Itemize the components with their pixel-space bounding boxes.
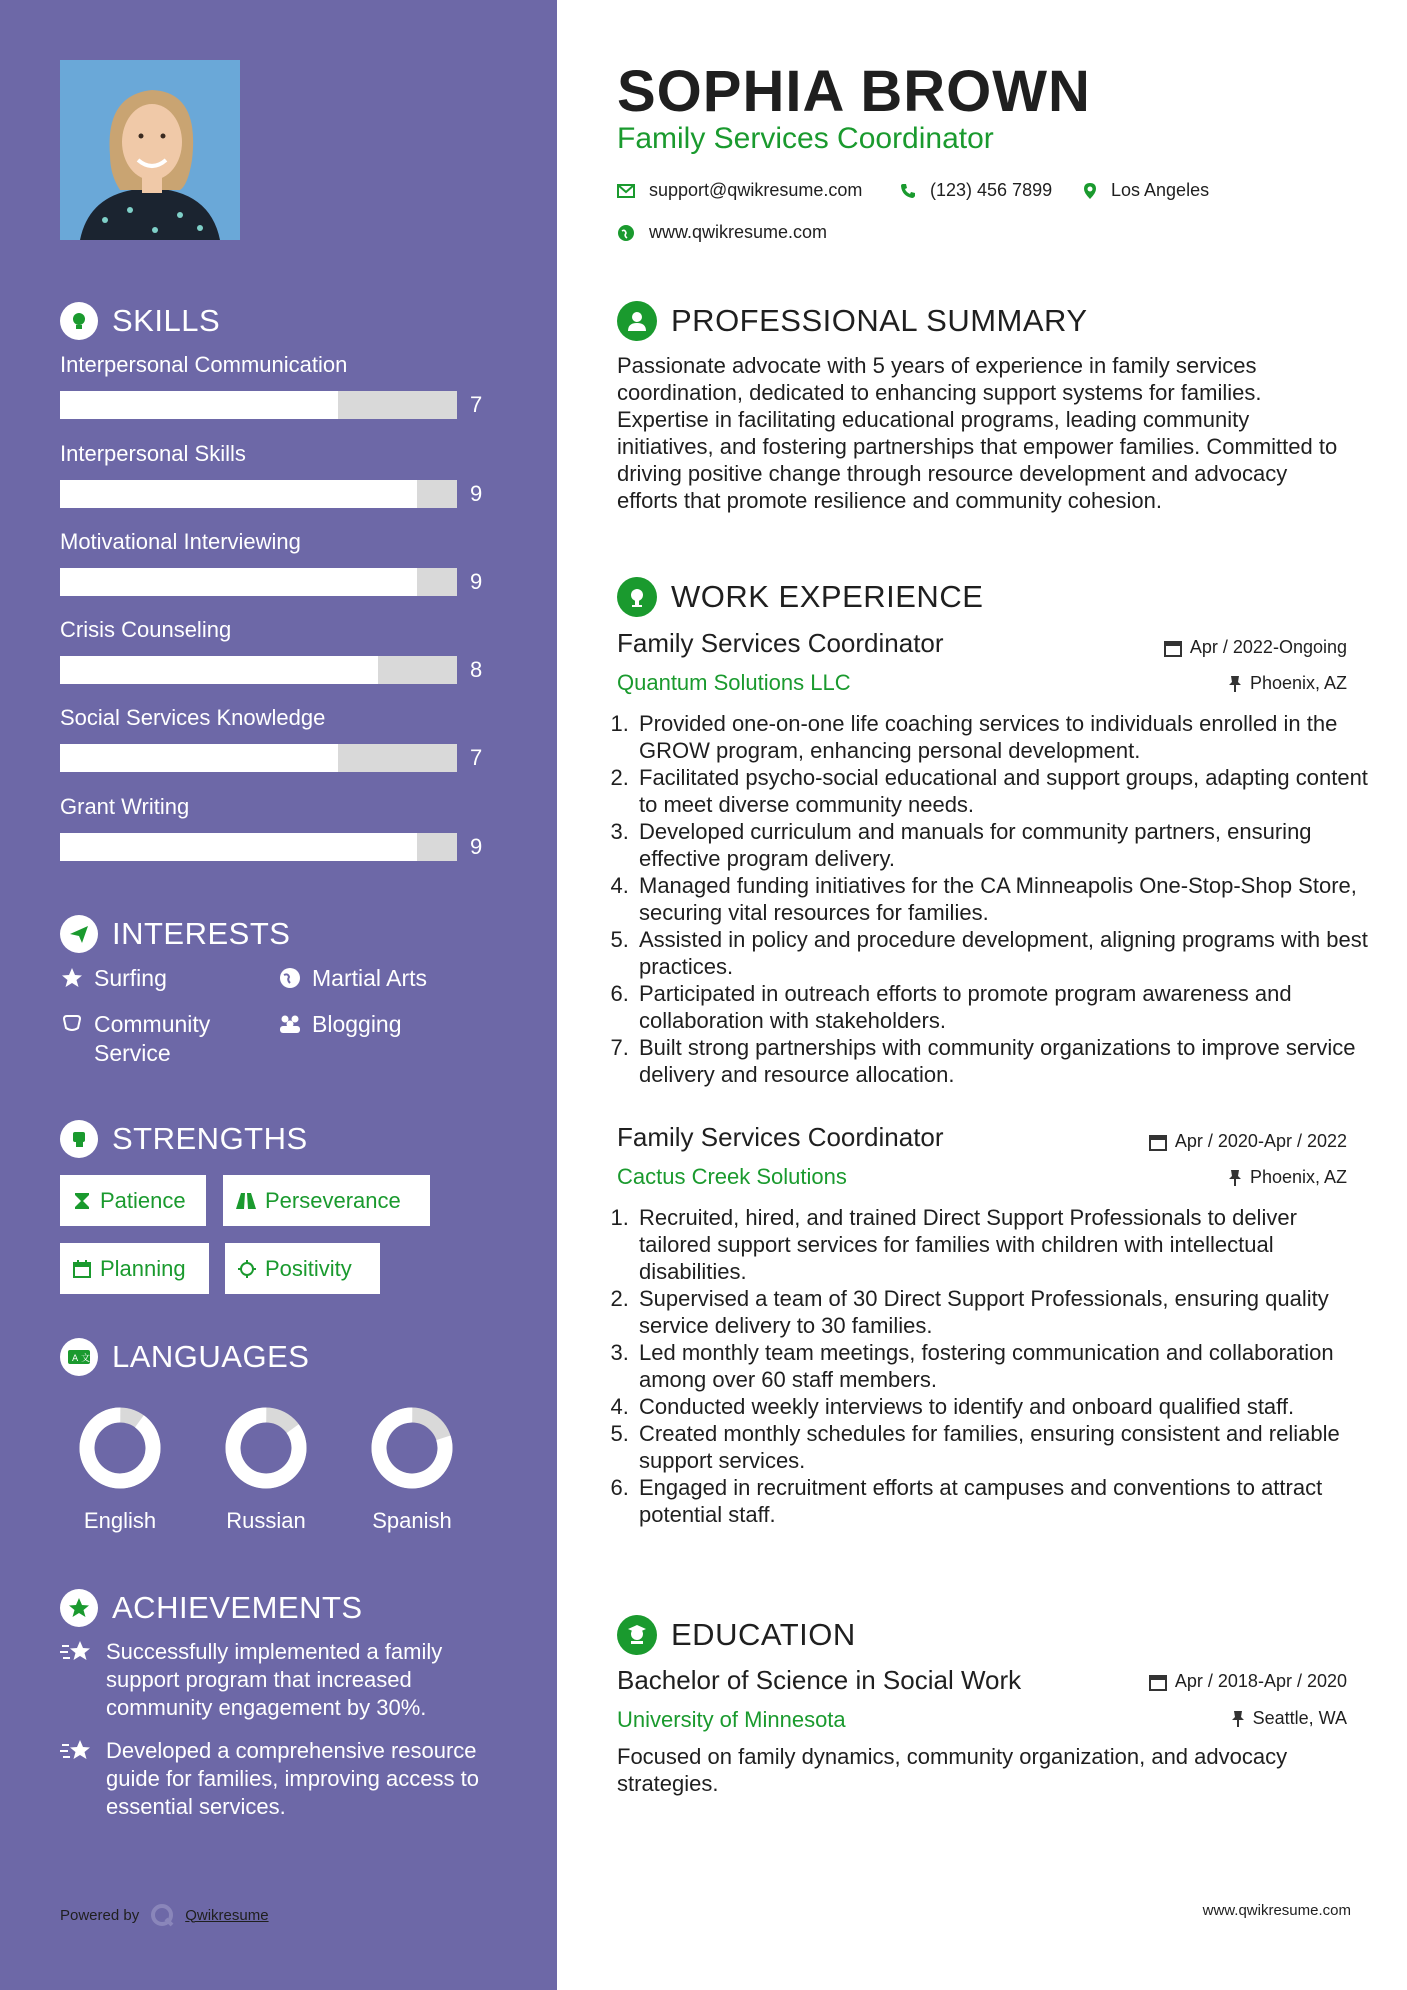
education-date [1149,1671,1347,1692]
phone-text: (123) 456 7899 [930,180,1053,200]
strength-label: Perseverance [265,1187,401,1213]
phone-icon [900,183,916,199]
job-title: Family Services Coordinator [617,628,944,658]
achievement-text: Developed a comprehensive resource guide for families, improving access to essential services. [106,1738,479,1819]
interest-item [60,964,167,993]
sidebar [0,0,557,1990]
strength-label: Positivity [265,1255,352,1281]
achievements-title: ACHIEVEMENTS [112,1590,363,1625]
education-text: Focused on family dynamics, community organization, and advocacy strategies. [617,1744,1288,1796]
fist-icon [60,1120,98,1158]
job-bullet: 7. Built strong partnerships with community organizations to improve service delivery and resource allocation. [635,1034,1375,1088]
sun-icon [237,1259,257,1279]
strength-badge [60,1175,206,1226]
languages-title: LANGUAGES [112,1339,310,1374]
education-title: EDUCATION [671,1617,856,1652]
job-bullets [617,710,1375,1088]
school-name: University of Minnesota [617,1707,846,1732]
star-icon [60,966,84,990]
job-title: Family Services Coordinator [617,1122,944,1152]
strength-badge [223,1175,430,1226]
skill-bar-fill [60,656,378,684]
interest-item [278,1010,402,1039]
degree-title: Bachelor of Science in Social Work [617,1665,1022,1695]
skill-name: Motivational Interviewing [60,529,301,554]
job-bullet: 1. Provided one-on-one life coaching services to individuals enrolled in the GROW program, enhancing personal development. [635,710,1375,764]
skill-bar [60,656,457,684]
powered-by-label: Powered by [60,1906,140,1924]
achievement-text: Successfully implemented a family support program that increased community engagement by 30%. [106,1639,443,1720]
profile-photo [60,60,240,240]
job-location-text: Phoenix, AZ [1249,673,1347,693]
website-text[interactable]: www.qwikresume.com [649,222,828,242]
language-level-ring [78,1406,162,1490]
job-bullet: 3. Led monthly team meetings, fostering communication and collaboration among over 60 staff members. [635,1339,1375,1393]
calendar-icon [72,1259,92,1279]
candidate-name: SOPHIA BROWN [617,59,1091,124]
skill-bar-fill [60,744,338,772]
contact-location [1083,180,1209,201]
job-date [1149,1131,1347,1152]
footer-website[interactable]: www.qwikresume.com [1202,1902,1351,1919]
skill-bar-fill [60,391,338,419]
education-location [1231,1708,1347,1729]
job-location [1228,673,1347,694]
summary-title: PROFESSIONAL SUMMARY [671,303,1088,338]
contact-website [617,222,827,243]
achievement-item [60,1737,480,1821]
interests-title: INTERESTS [112,916,291,951]
calendar-icon [1149,1133,1167,1151]
skill-name: Crisis Counseling [60,617,232,642]
skill-bar-fill [60,568,417,596]
strength-badge [225,1243,380,1294]
heart-outline-icon [60,1012,84,1036]
calendar-icon [1149,1673,1167,1691]
globe-icon [278,966,302,990]
user-icon [617,301,657,341]
skill-bar-fill [60,480,417,508]
interest-label: Martial Arts [312,965,428,991]
interest-item [278,964,427,993]
strength-label: Patience [100,1187,186,1213]
skill-value: 7 [470,745,483,770]
language-icon [60,1338,98,1376]
briefcase-icon [617,577,657,617]
star-badge-icon [60,1589,98,1627]
experience-heading [617,577,983,617]
job-bullet: 1. Recruited, hired, and trained Direct Support Professionals to deliver tailored support services for families with children with intellectual disabilities. [635,1204,1375,1285]
skill-bar-fill [60,833,417,861]
interests-heading [60,915,290,953]
education-location-text: Seattle, WA [1252,1708,1347,1728]
skill-name: Grant Writing [60,794,190,819]
skill-bar [60,833,457,861]
qwikresume-logo-icon [149,1902,175,1928]
language-level-ring [224,1406,308,1490]
pushpin-icon [1231,1710,1245,1728]
job-bullet: 5. Assisted in policy and procedure development, aligning programs with best practices. [635,926,1375,980]
job-bullet: 4. Managed funding initiatives for the CA Minneapolis One-Stop-Shop Store, securing vital resources for families. [635,872,1375,926]
contact-phone [900,180,1052,201]
company-name: Quantum Solutions LLC [617,670,851,695]
paper-plane-icon [60,915,98,953]
skill-name: Interpersonal Skills [60,441,246,466]
job-location-text: Phoenix, AZ [1249,1167,1347,1187]
strength-badge [60,1243,209,1294]
job-bullet: 2. Facilitated psycho-social educational and support groups, adapting content to meet diverse community needs. [635,764,1375,818]
hourglass-icon [72,1191,92,1211]
skill-value: 9 [470,481,483,506]
pushpin-icon [1228,1169,1242,1187]
summary-text: Passionate advocate with 5 years of experience in family services coordination, dedicated to enhancing support systems for families. Expertise in facilitating educational programs, leading community initiatives, and fostering partnerships that empower families. Committed to driving positive change through resource development and advocacy efforts that promote resilience and community cohesion. [617,353,1338,513]
envelope-icon [617,184,635,198]
profile-photo-image [60,60,240,240]
skills-heading [60,302,220,340]
pushpin-icon [1228,675,1242,693]
job-bullets [617,1204,1375,1528]
email-text[interactable]: support@qwikresume.com [649,180,863,200]
candidate-role: Family Services Coordinator [617,122,994,155]
skill-value: 9 [470,569,483,594]
achievement-star-icon [60,1737,94,1765]
calendar-icon [1164,639,1182,657]
skill-bar [60,744,457,772]
skill-bar [60,391,457,419]
road-icon [235,1191,257,1211]
job-bullet: 5. Created monthly schedules for families, ensuring consistent and reliable support services. [635,1420,1375,1474]
language-label: English [83,1508,157,1533]
language-level-arc [224,1406,308,1490]
users-icon [278,1012,302,1036]
map-pin-icon [1083,182,1097,200]
interest-label: Surfing [94,965,167,991]
job-bullet: 3. Developed curriculum and manuals for community partners, ensuring effective program delivery. [635,818,1375,872]
skill-bar [60,568,457,596]
strengths-heading [60,1120,308,1158]
interest-label: Blogging [312,1011,402,1037]
job-date [1164,637,1347,658]
experience-title: WORK EXPERIENCE [671,579,984,614]
strengths-title: STRENGTHS [112,1121,308,1156]
company-name: Cactus Creek Solutions [617,1164,847,1189]
job-bullet: 2. Supervised a team of 30 Direct Support Professionals, ensuring quality service delivery to 30 families. [635,1285,1375,1339]
strength-label: Planning [100,1255,186,1281]
skill-name: Interpersonal Communication [60,352,348,377]
achievements-heading [60,1589,363,1627]
powered-by [60,1902,269,1928]
qwikresume-link[interactable]: Qwikresume [185,1906,269,1924]
job-location [1228,1167,1347,1188]
interest-label: Community Service [94,1011,211,1066]
language-level-ring [370,1406,454,1490]
education-date-text: Apr / 2018-Apr / 2020 [1174,1671,1347,1691]
education-heading [617,1615,856,1655]
achievement-item [60,1638,480,1722]
contact-email [617,180,862,201]
achievement-star-icon [60,1638,94,1666]
lightbulb-icon [60,302,98,340]
globe-icon [617,224,635,242]
language-label: Russian [226,1508,306,1533]
skill-value: 8 [470,657,483,682]
languages-heading [60,1338,309,1376]
job-bullet: 4. Conducted weekly interviews to identify and onboard qualified staff. [635,1393,1375,1420]
interest-item [60,1010,230,1068]
job-bullet: 6. Engaged in recruitment efforts at campuses and conventions to attract potential staff. [635,1474,1375,1528]
job-bullet: 6. Participated in outreach efforts to promote program awareness and collaboration with stakeholders. [635,980,1375,1034]
skill-value: 7 [470,392,483,417]
location-text: Los Angeles [1111,180,1210,200]
job-date-text: Apr / 2020-Apr / 2022 [1174,1131,1347,1151]
language-level-arc [78,1406,162,1490]
skill-bar [60,480,457,508]
svg-text:A 文: A 文 [72,1354,91,1364]
skill-name: Social Services Knowledge [60,705,326,730]
summary-heading [617,301,1088,341]
language-level-arc [370,1406,453,1489]
job-date-text: Apr / 2022-Ongoing [1189,637,1347,657]
graduation-cap-icon [617,1615,657,1655]
language-label: Spanish [372,1508,452,1533]
skills-title: SKILLS [112,303,221,338]
skill-value: 9 [470,834,483,859]
